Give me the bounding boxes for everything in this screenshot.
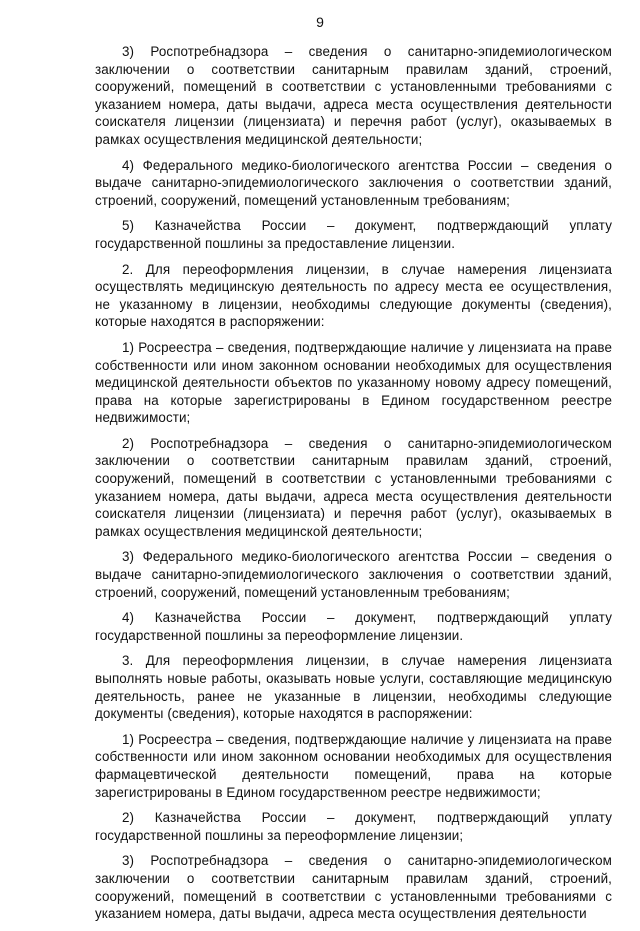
paragraph: 2. Для переоформления лицензии, в случае намерения лицензиата осуществлять медицинскую деятельность по адресу места ее осуществления, не указанному в лицензии, необходимы следующие документы (сведения), которые находятся в распоряжении: <box>95 261 612 330</box>
paragraph: 2) Роспотребнадзора – сведения о санитарно-эпидемиологическом заключении о соответствии санитарным правилам зданий, строений, сооружений, помещений в соответствии с установленными требованиями с указанием номера, даты выдачи, адреса места осуществления деятельности соискателя лицензии (лицензиата) и перечня работ (услуг), оказываемых в рамках осуществления медицинской деятельности; <box>95 435 612 539</box>
paragraph: 3) Роспотребнадзора – сведения о санитарно-эпидемиологическом заключении о соответствии санитарным правилам зданий, строений, сооружений, помещений в соответствии с установленными требованиями с указанием номера, даты выдачи, адреса места осуществления деятельности <box>95 853 612 922</box>
paragraph: 3) Федерального медико-биологического агентства России – сведения о выдаче санитарно-эпидемиологического заключения о соответствии зданий, строений, сооружений, помещений установленным требованиям; <box>95 549 612 600</box>
paragraph: 3) Роспотребнадзора – сведения о санитарно-эпидемиологическом заключении о соответствии санитарным правилам зданий, строений, сооружений, помещений в соответствии с установленными требованиями с указанием номера, даты выдачи, адреса места осуществления деятельности соискателя лицензии (лицензиата) и перечня работ (услуг), оказываемых в рамках осуществления медицинской деятельности; <box>95 44 612 147</box>
paragraph: 4) Казначейства России – документ, подтверждающий уплату государственной пошлины за переоформление лицензии. <box>95 610 612 643</box>
page-number: 9 <box>316 14 324 30</box>
paragraph: 3. Для переоформления лицензии, в случае намерения лицензиата выполнять новые работы, оказывать новые услуги, составляющие медицинскую деятельность, ранее не указанные в лицензии, необходимы следующие документы (сведения), которые находятся в распоряжении: <box>95 653 612 722</box>
paragraph: 1) Росреестра – сведения, подтверждающие наличие у лицензиата на праве собственности или ином законном основании необходимых для осуществления фармацевтической деятельности помещений, права на которые зарегистрированы в Едином государственном реестре недвижимости; <box>95 731 612 800</box>
paragraph: 4) Федерального медико-биологического агентства России – сведения о выдаче санитарно-эпидемиологического заключения о соответствии зданий, строений, сооружений, помещений установленным требованиям; <box>95 157 612 208</box>
paragraph: 1) Росреестра – сведения, подтверждающие наличие у лицензиата на праве собственности или ином законном основании необходимых для осуществления медицинской деятельности объектов по указанному новому адресу помещений, права на которые зарегистрированы в Едином государственном реестре недвижимости; <box>95 339 612 426</box>
document-body <box>95 43 612 931</box>
paragraph: 2) Казначейства России – документ, подтверждающий уплату государственной пошлины за переоформление лицензии; <box>95 810 612 843</box>
paragraph: 5) Казначейства России – документ, подтверждающий уплату государственной пошлины за предоставление лицензии. <box>95 218 612 251</box>
